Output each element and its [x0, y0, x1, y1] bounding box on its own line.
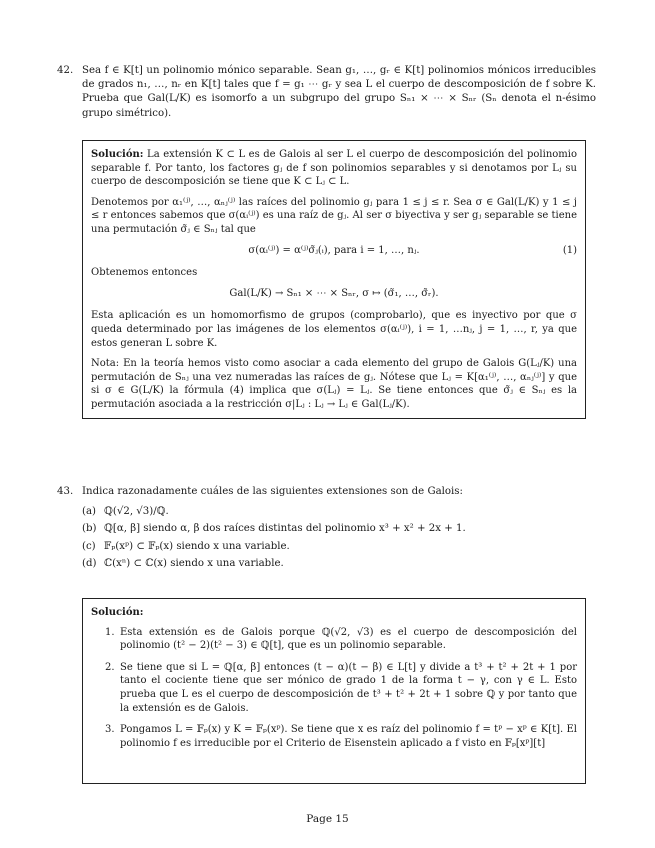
solution-paragraph	[91, 148, 577, 189]
list-item	[91, 661, 577, 715]
item-text: ℚ(√2, √3)/ℚ.	[104, 506, 169, 518]
solution-list	[91, 626, 577, 751]
problem-number: 42.	[57, 65, 74, 76]
item-text: Se tiene que si L = ℚ[α, β] entonces (t − α)(t − β) ∈ L[t] y divide a t³ + t² + 2t + 1 por tanto el cociente tiene que ser mónico de grado 1 de la forma t − γ, con γ ∈ L. Esto prueba que L es el cuerpo de descomposición de t³ + t² + 2t + 1 sobre ℚ y por tanto que la extensión es de Galois.	[120, 661, 577, 714]
problem-number: 43.	[57, 486, 74, 497]
solution-label-line	[91, 606, 577, 620]
item-text: ℚ[α, β] siendo α, β dos raíces distintas del polinomio x³ + x² + 2x + 1.	[104, 523, 466, 535]
solution-paragraph: Obtenemos entonces	[91, 267, 198, 279]
solution-box-43	[82, 598, 586, 784]
equation-2	[91, 287, 577, 301]
item-text: 𝔽ₚ(xᵖ) ⊂ 𝔽ₚ(x) siendo x una variable.	[104, 540, 290, 552]
solution-paragraph: Denotemos por α₁⁽ʲ⁾, …, αₙⱼ⁽ʲ⁾ las raíces del polinomio gⱼ para 1 ≤ j ≤ r. Sea σ ∈ Gal(L/K) y 1 ≤ j ≤ r entonces sabemos que σ(αᵢ⁽ʲ⁾) es una raíz de gⱼ. Al ser σ biyectiva y ser gⱼ separable se tiene una permutación σ̃ⱼ ∈ Sₙⱼ tal que	[91, 196, 577, 235]
subproblem-list	[82, 505, 596, 571]
solution-box-42	[82, 140, 586, 419]
item-number: 1.	[105, 626, 115, 638]
item-label: (c)	[82, 540, 96, 552]
list-item	[82, 522, 596, 536]
list-item	[82, 540, 596, 554]
equation-body: Gal(L/K) → Sₙ₁ × ⋯ × Sₙᵣ, σ ↦ (σ̃₁, …, σ̃ᵣ).	[229, 287, 439, 299]
solution-paragraph: Esta aplicación es un homomorfismo de grupos (comprobarlo), que es inyectivo por que σ queda determinado por las imágenes de los elementos σ(αᵢ⁽ʲ⁾), i = 1, …nⱼ, j = 1, …, r, ya que estos generan L sobre K.	[91, 310, 577, 349]
equation-1	[91, 244, 577, 258]
list-item	[91, 626, 577, 653]
equation-tag: (1)	[562, 244, 577, 256]
list-item	[91, 723, 577, 750]
solution-label: Solución:	[91, 607, 144, 618]
page-number: Page 15	[306, 813, 349, 825]
item-label: (d)	[82, 557, 97, 569]
problem-42	[57, 64, 596, 121]
solution-label: Solución:	[91, 149, 144, 160]
list-item	[82, 557, 596, 571]
list-item	[82, 505, 596, 519]
item-text: Esta extensión es de Galois porque ℚ(√2, √3) es el cuerpo de descomposición del polinomio (t² − 2)(t² − 3) ∈ ℚ[t], que es un polinomio separable.	[120, 626, 577, 652]
item-label: (b)	[82, 523, 97, 535]
item-number: 2.	[105, 661, 115, 673]
problem-43	[57, 485, 596, 574]
problem-statement: Indica razonadamente cuáles de las siguientes extensiones son de Galois:	[82, 486, 463, 497]
item-text: ℂ(xⁿ) ⊂ ℂ(x) siendo x una variable.	[104, 557, 284, 569]
item-number: 3.	[105, 724, 115, 736]
solution-note: Nota: En la teoría hemos visto como asociar a cada elemento del grupo de Galois G(Lⱼ/K) una permutación de Sₙⱼ una vez numeradas las raíces de gⱼ. Nótese que Lⱼ = K[α₁⁽ʲ⁾, …, αₙⱼ⁽ʲ⁾] y que si σ ∈ G(L/K) la fórmula (4) implica que σ(Lⱼ) = Lⱼ. Se tiene entonces que σ̃ⱼ ∈ Sₙⱼ es la permutación asociada a la restricción σ|Lⱼ : Lⱼ → Lⱼ ∈ Gal(Lⱼ/K).	[91, 358, 577, 410]
equation-body: σ(αᵢ⁽ʲ⁾) = α⁽ʲ⁾σ̃ⱼ(ᵢ), para i = 1, …, nⱼ.	[248, 244, 420, 256]
item-text: Pongamos L = 𝔽ₚ(x) y K = 𝔽ₚ(xᵖ). Se tiene que x es raíz del polinomio f = tᵖ − xᵖ ∈ K[t]. El polinomio f es irreducible por el Criterio de Eisenstein aplicado a f visto en 𝔽ₚ[xᵖ][t]	[120, 724, 577, 749]
item-label: (a)	[82, 506, 97, 518]
solution-text: La extensión K ⊂ L es de Galois al ser L el cuerpo de descomposición del polinomio separable f. Por tanto, los factores gⱼ de f son polinomios separables y si denotamos por Lⱼ su cuerpo de descomposición se tiene que K ⊂ Lⱼ ⊂ L.	[91, 149, 577, 188]
problem-statement: Sea f ∈ K[t] un polinomio mónico separable. Sean g₁, …, gᵣ ∈ K[t] polinomios mónicos irreducibles de grados n₁, …, nᵣ en K[t] tales que f = g₁ ⋯ gᵣ y sea L el cuerpo de descomposición de f sobre K. Prueba que Gal(L/K) es isomorfo a un subgrupo del grupo Sₙ₁ × ⋯ × Sₙᵣ (Sₙ denota el n-ésimo grupo simétrico).	[82, 65, 596, 119]
